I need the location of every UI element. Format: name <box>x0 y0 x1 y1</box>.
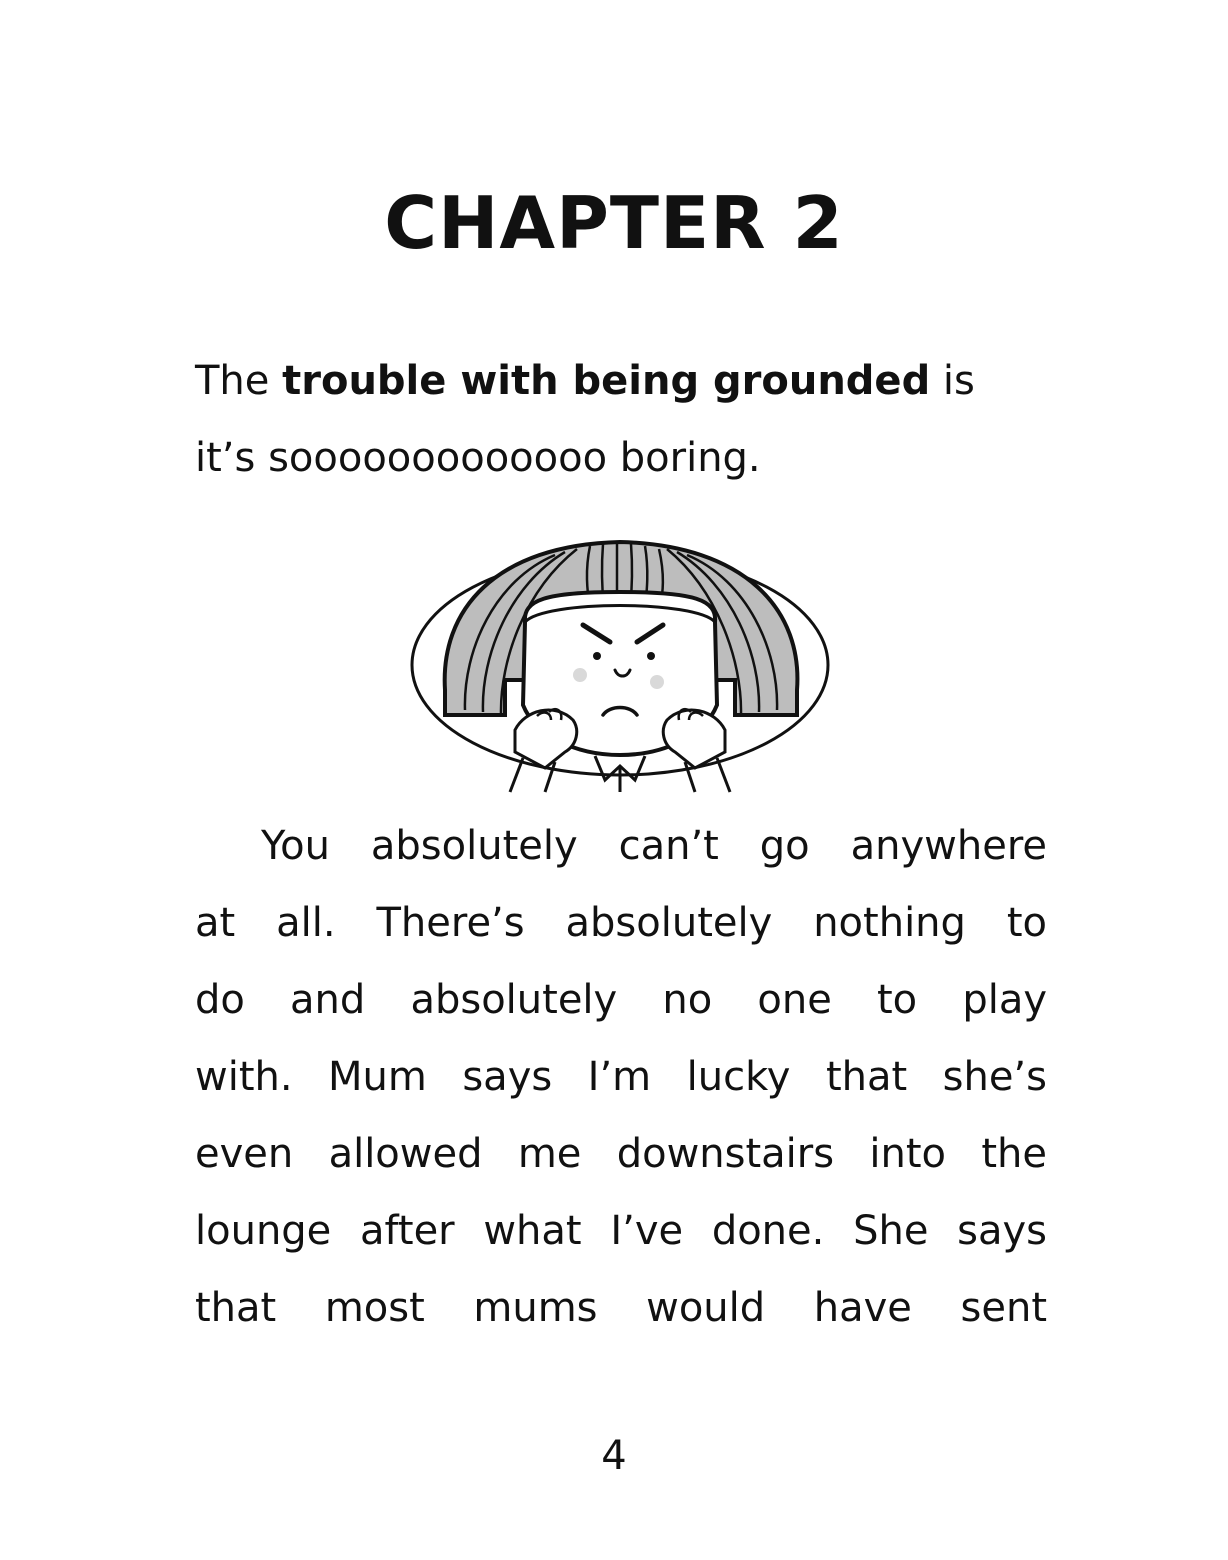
paragraph-main-line: at all. There’s absolutely nothing to <box>195 900 1047 946</box>
paragraph-main-line: do and absolutely no one to play <box>195 977 1047 1023</box>
paragraph-main-line: lounge after what I’ve done. She says <box>195 1208 1047 1254</box>
paragraph-intro-line-1 <box>195 343 1047 420</box>
intro-text-before: The <box>195 358 283 404</box>
paragraph-intro <box>195 343 1047 497</box>
intro-text-after: is <box>930 358 975 404</box>
grumpy-girl-illustration <box>405 530 835 795</box>
paragraph-main-line: You absolutely can’t go anywhere <box>261 823 1047 869</box>
paragraph-intro-line-2: it’s sooooooooooooo boring. <box>195 435 761 481</box>
intro-bold-phrase: trouble with being grounded <box>282 358 931 404</box>
paragraph-main <box>195 808 1047 1347</box>
paragraph-main-line: that most mums would have sent <box>195 1285 1047 1331</box>
chapter-title: CHAPTER 2 <box>384 181 844 265</box>
paragraph-main-line: even allowed me downstairs into the <box>195 1131 1047 1177</box>
page-number: 4 <box>601 1433 627 1479</box>
paragraph-main-line: with. Mum says I’m lucky that she’s <box>195 1054 1047 1100</box>
